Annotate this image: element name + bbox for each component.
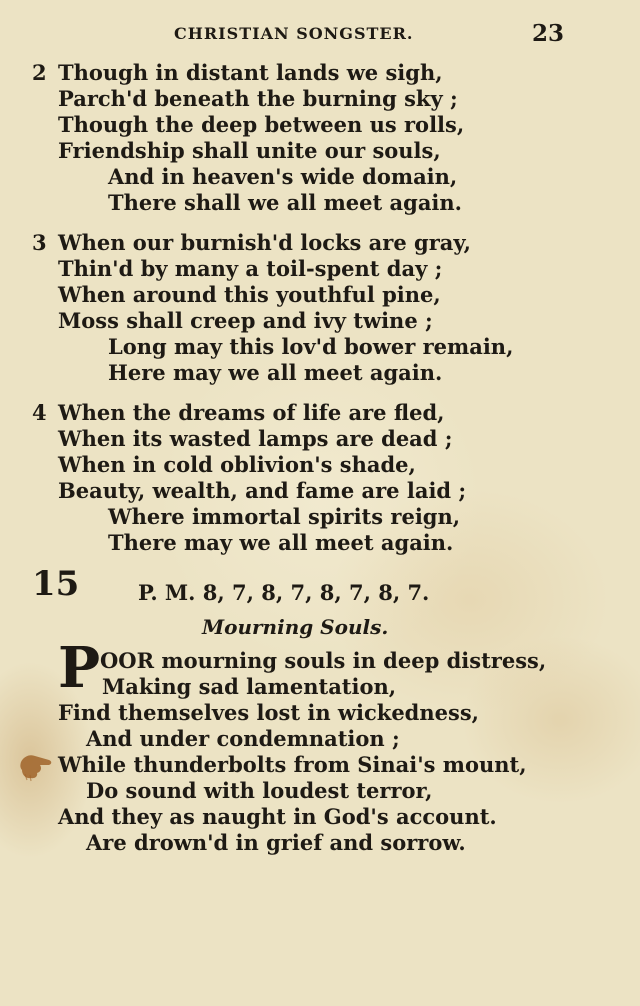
verse-line: Though the deep between us rolls, xyxy=(58,112,465,137)
drop-cap: P xyxy=(58,635,101,701)
verse-line: Though in distant lands we sigh, xyxy=(58,60,443,85)
stanza-number: 4 xyxy=(32,400,47,425)
verse-line: There shall we all meet again. xyxy=(108,190,462,215)
verse-line: Do sound with loudest terror, xyxy=(86,778,433,803)
hymn-meter: P. M. 8, 7, 8, 7, 8, 7, 8, 7. xyxy=(138,580,430,605)
verse-line: Find themselves lost in wickedness, xyxy=(58,700,479,725)
verse-line: Here may we all meet again. xyxy=(108,360,443,385)
verse-line: When its wasted lamps are dead ; xyxy=(58,426,453,451)
verse-line: Moss shall creep and ivy twine ; xyxy=(58,308,433,333)
hymn-number: 15 xyxy=(32,564,80,604)
verse-line: Friendship shall unite our souls, xyxy=(58,138,441,163)
verse-line: When in cold oblivion's shade, xyxy=(58,452,416,477)
page-number: 23 xyxy=(532,20,565,47)
verse-line: When the dreams of life are fled, xyxy=(58,400,445,425)
stanza-number: 3 xyxy=(32,230,47,255)
verse-line: Long may this lov'd bower remain, xyxy=(108,334,514,359)
verse-line: And in heaven's wide domain, xyxy=(108,164,458,189)
verse-line: While thunderbolts from Sinai's mount, xyxy=(58,752,527,777)
verse-line: And under condemnation ; xyxy=(86,726,400,751)
hymn-title: Mourning Souls. xyxy=(202,615,389,639)
verse-line: When our burnish'd locks are gray, xyxy=(58,230,471,255)
verse-line: Are drown'd in grief and sorrow. xyxy=(86,830,466,855)
page-header xyxy=(0,22,640,52)
verse-line: Making sad lamentation, xyxy=(102,674,397,699)
verse-line: And they as naught in God's account. xyxy=(58,804,497,829)
verse-line: When around this youthful pine, xyxy=(58,282,441,307)
pointing-hand-icon xyxy=(18,748,54,782)
verse-line-first: OOR mourning souls in deep distress, xyxy=(100,648,547,673)
verse-line: There may we all meet again. xyxy=(108,530,454,555)
running-title: CHRISTIAN SONGSTER. xyxy=(174,24,414,43)
verse-line: Beauty, wealth, and fame are laid ; xyxy=(58,478,467,503)
stanza-number: 2 xyxy=(32,60,47,85)
verse-line: Thin'd by many a toil-spent day ; xyxy=(58,256,443,281)
verse-line: Where immortal spirits reign, xyxy=(108,504,461,529)
verse-line: Parch'd beneath the burning sky ; xyxy=(58,86,458,111)
